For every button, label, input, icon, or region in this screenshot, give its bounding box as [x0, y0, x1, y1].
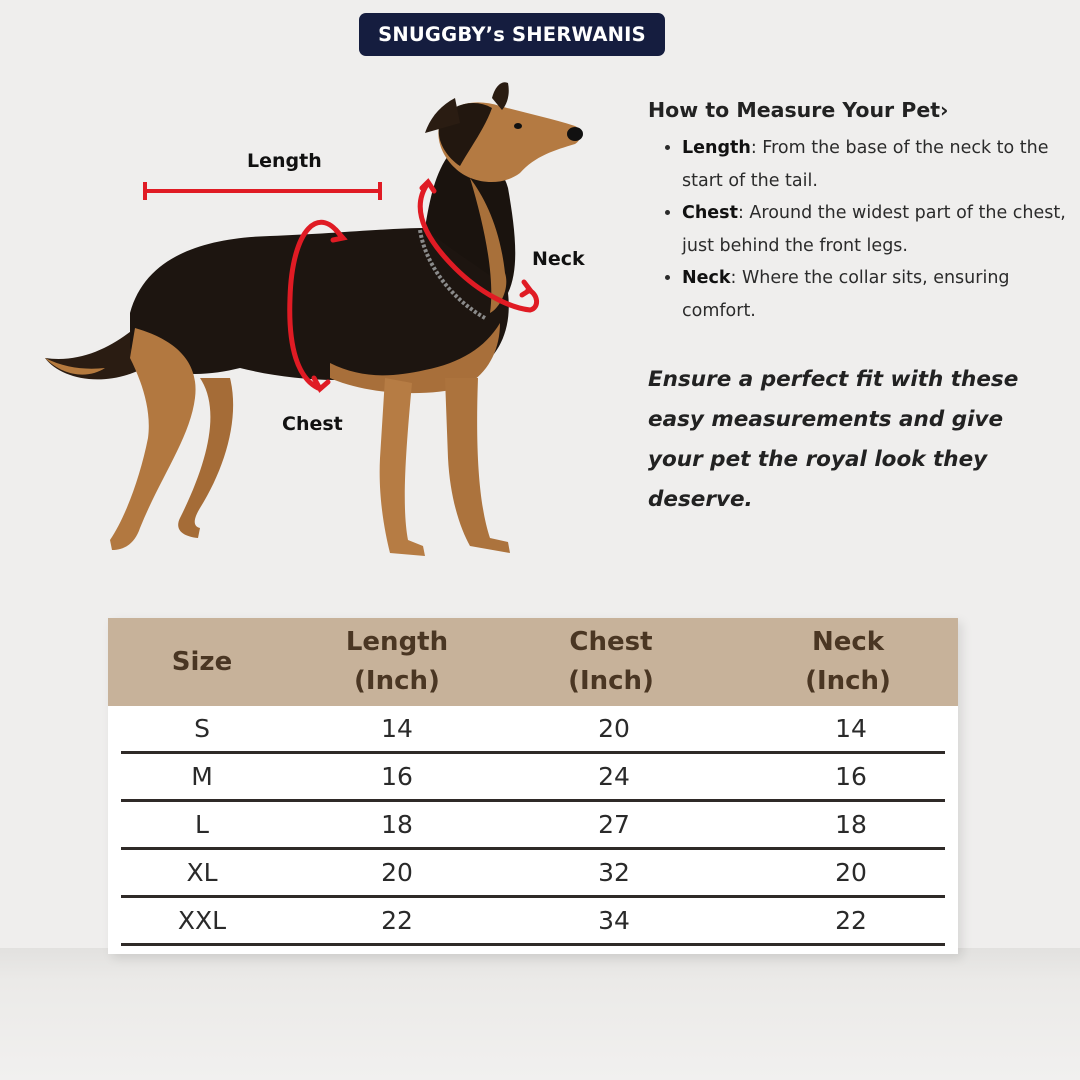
- header-chest: [536, 618, 686, 706]
- size-chart-table: [108, 618, 958, 954]
- cell-length: 16: [381, 762, 413, 791]
- cell-length: 20: [381, 858, 413, 887]
- table-row: [121, 850, 945, 898]
- cell-neck: 20: [835, 858, 867, 887]
- header-text: Neck: [811, 627, 885, 657]
- cell-length: 18: [381, 810, 413, 839]
- neck-label: Neck: [532, 248, 585, 270]
- table-header: [108, 618, 958, 706]
- instruction-text: : Around the widest part of the chest, just behind the front legs.: [682, 203, 1066, 256]
- cell-chest: 34: [598, 906, 630, 935]
- instruction-text: : Where the collar sits, ensuring comfort.: [682, 268, 1010, 321]
- cell-neck: 14: [835, 714, 867, 743]
- header-neck: [773, 618, 923, 706]
- table-row: [121, 754, 945, 802]
- cell-length: 22: [381, 906, 413, 935]
- instruction-item-length: [682, 132, 1068, 197]
- header-size: [142, 618, 262, 706]
- floor-background: [0, 948, 1080, 1080]
- header-unit: (Inch): [568, 666, 654, 696]
- length-guide: [145, 182, 380, 200]
- tagline: Ensure a perfect fit with these easy measurements and give your pet the royal look they deserve.: [648, 367, 1019, 512]
- instructions-heading: How to Measure Your Pet›: [648, 98, 949, 122]
- instruction-term: Length: [682, 138, 751, 158]
- instruction-item-neck: [682, 262, 1068, 327]
- header-text: Size: [171, 646, 233, 677]
- instruction-item-chest: [682, 197, 1068, 262]
- table-row: [121, 706, 945, 754]
- header-text: Length: [345, 627, 449, 657]
- cell-neck: 22: [835, 906, 867, 935]
- cell-size: XXL: [177, 906, 227, 935]
- cell-size: M: [191, 762, 213, 791]
- measure-instructions: [648, 98, 1068, 327]
- cell-size: S: [194, 714, 210, 743]
- cell-neck: 16: [835, 762, 867, 791]
- instructions-list: [648, 132, 1068, 327]
- chest-label: Chest: [282, 413, 343, 435]
- instruction-term: Neck: [682, 268, 731, 288]
- cell-size: XL: [186, 858, 218, 887]
- table-row: [121, 898, 945, 946]
- instruction-term: Chest: [682, 203, 738, 223]
- cell-chest: 27: [598, 810, 630, 839]
- header-text: Chest: [569, 627, 653, 657]
- length-label: Length: [247, 150, 322, 172]
- cell-chest: 20: [598, 714, 630, 743]
- cell-chest: 24: [598, 762, 630, 791]
- cell-neck: 18: [835, 810, 867, 839]
- header-unit: (Inch): [805, 666, 891, 696]
- cell-size: L: [195, 810, 209, 839]
- cell-chest: 32: [598, 858, 630, 887]
- instruction-text: : From the base of the neck to the start of the tail.: [682, 138, 1049, 191]
- dog-measurement-illustration: [30, 78, 630, 578]
- cell-length: 14: [381, 714, 413, 743]
- brand-badge: SNUGGBY’s SHERWANIS: [359, 13, 665, 56]
- header-length: [322, 618, 472, 706]
- header-unit: (Inch): [354, 666, 440, 696]
- table-row: [121, 802, 945, 850]
